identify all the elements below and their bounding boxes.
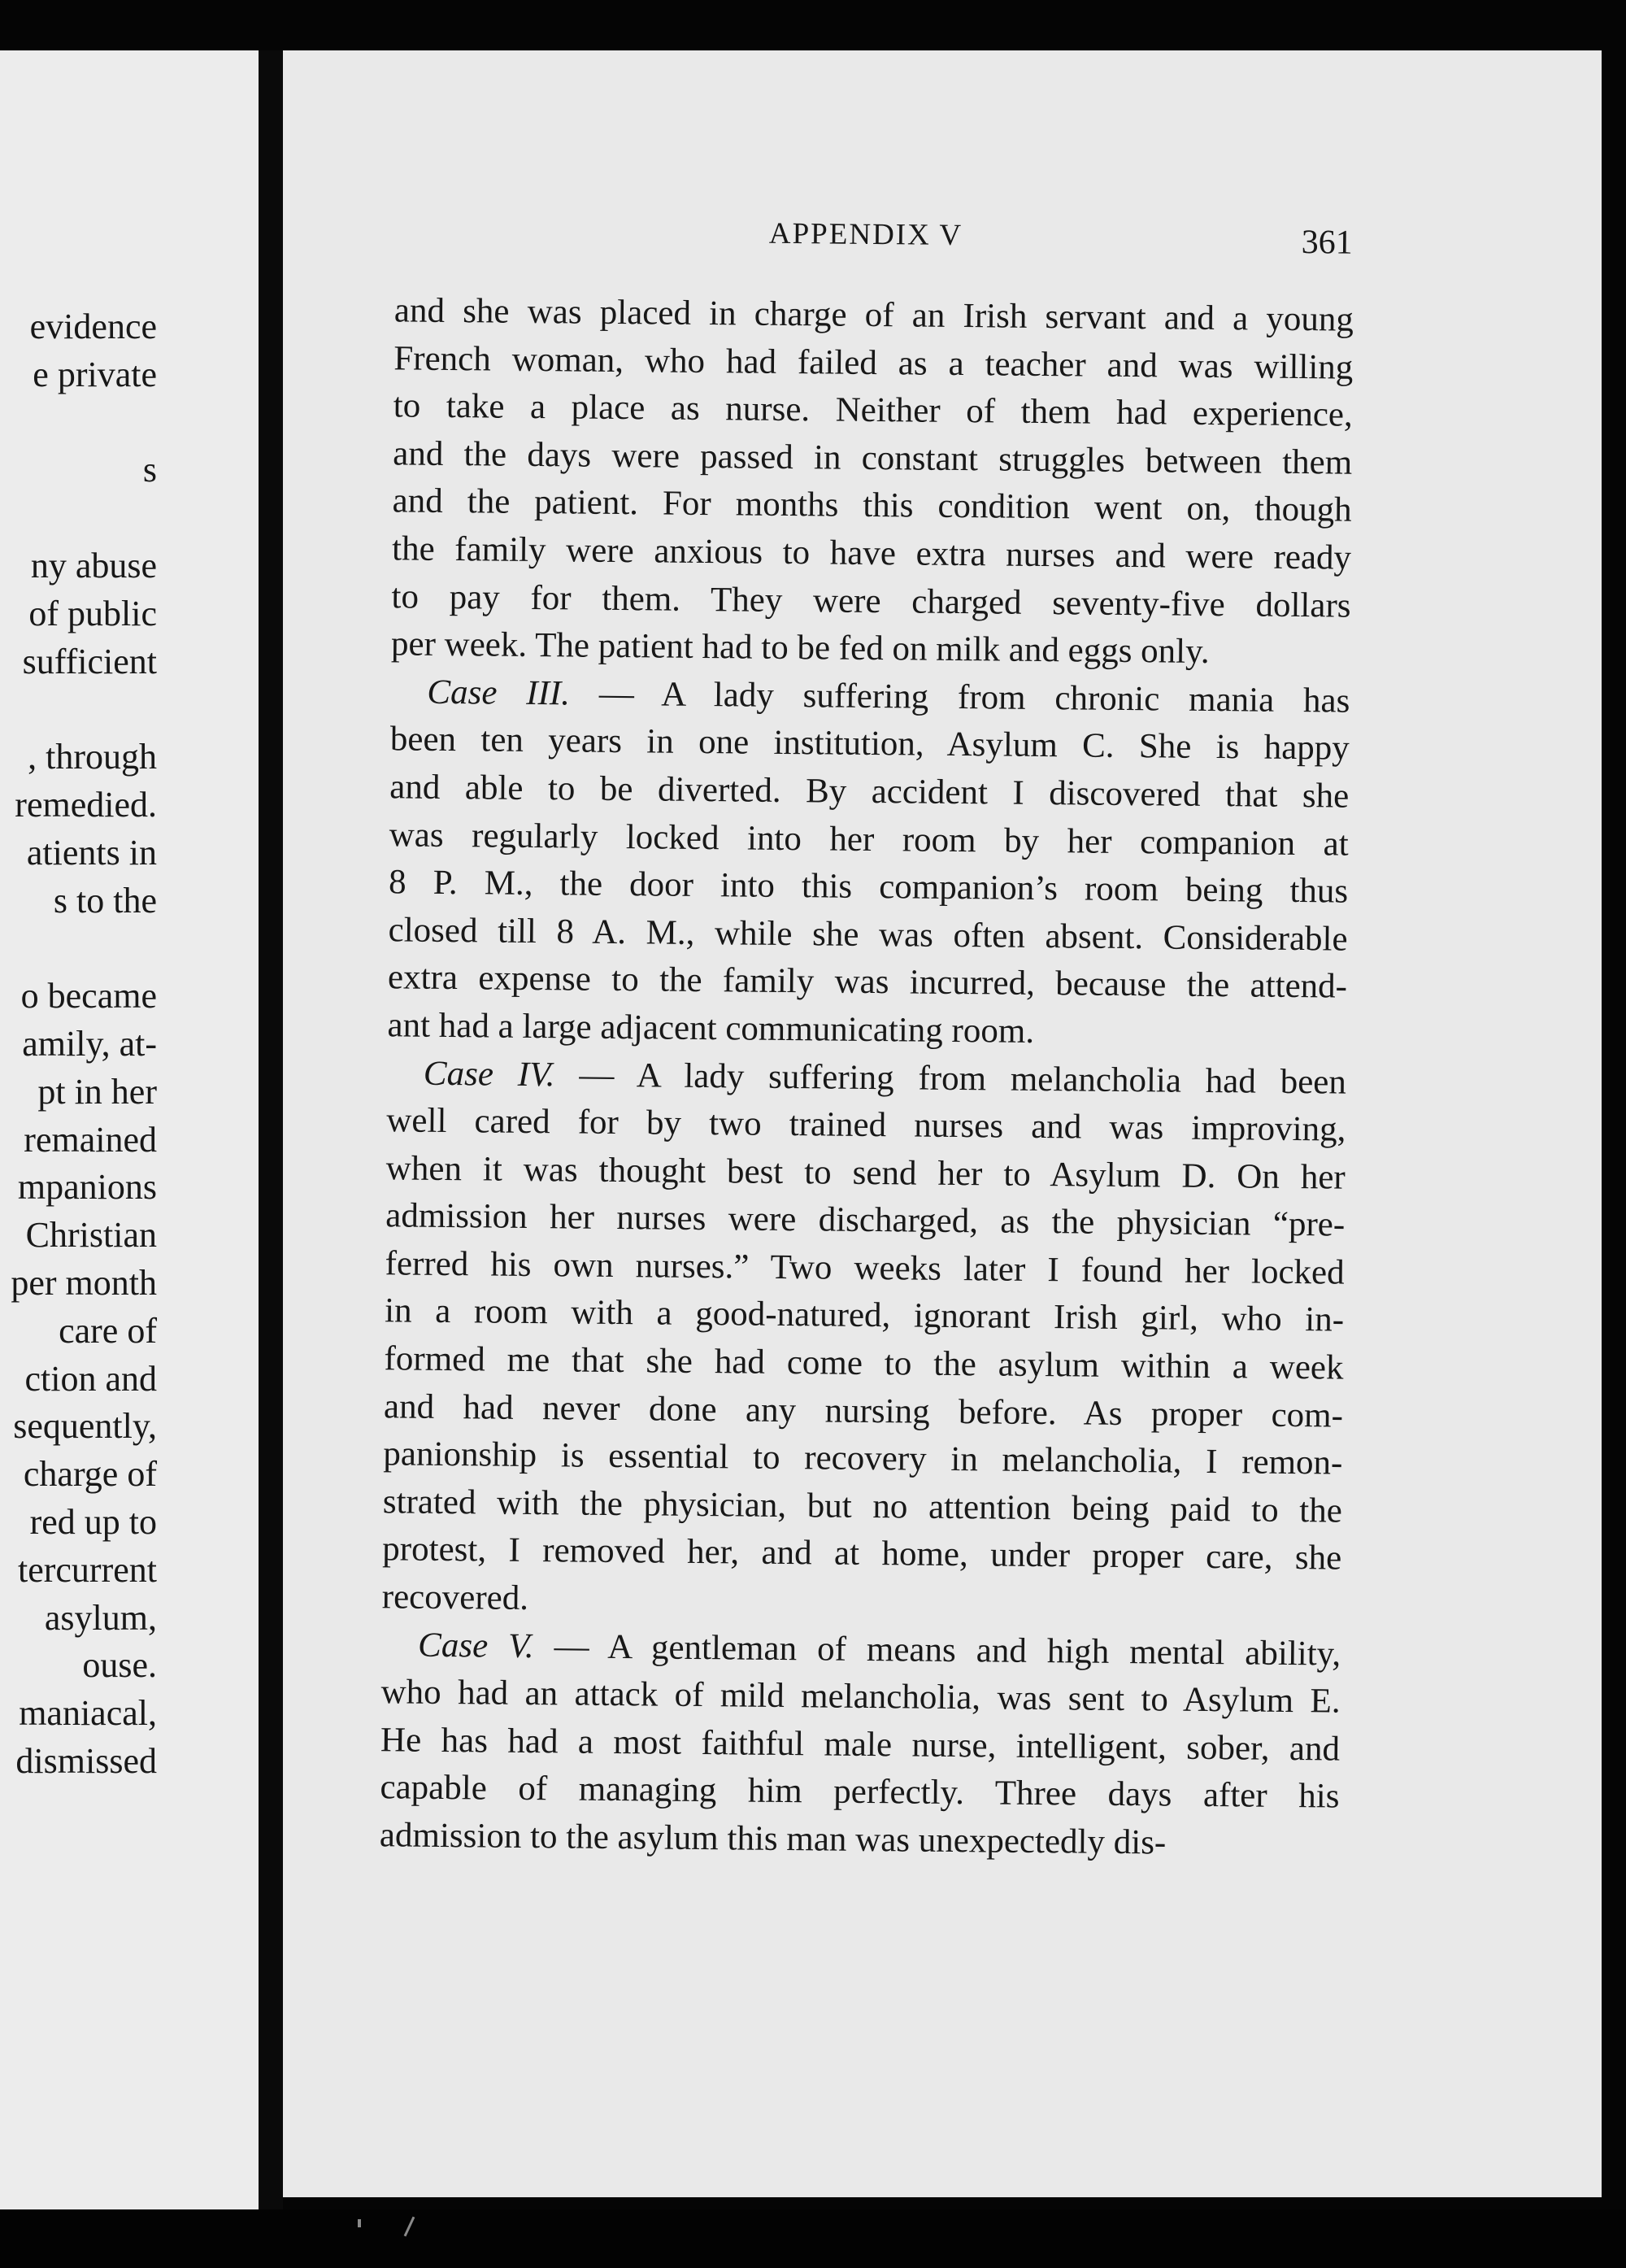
line-text: been ten years in one institution, Asylum C. She is happy	[389, 720, 1350, 768]
line-text: and able to be diverted. By accident I discovered that she	[389, 768, 1350, 816]
book-gutter	[259, 50, 283, 2209]
line-text: — A gentleman of means and high mental ability,	[533, 1626, 1341, 1674]
line-text: to pay for them. They were charged seventy-five dollars	[391, 577, 1351, 625]
left-page-line: ouse.	[82, 1645, 157, 1686]
page-number: 361	[1301, 224, 1354, 262]
line-text: and the days were passed in constant struggles between them	[393, 434, 1353, 482]
left-page-line: pt in her	[37, 1071, 157, 1112]
line-text: closed till 8 A. M., while she was often absent. Considerable	[388, 911, 1348, 959]
left-page	[0, 50, 259, 2209]
line-text: French woman, who had failed as a teacher and was willing	[393, 338, 1354, 387]
line-text: and the patient. For months this condition went on, though	[392, 481, 1352, 530]
left-page-line: sufficient	[22, 641, 157, 681]
left-page-line: o became	[20, 976, 157, 1016]
left-page-line: ction and	[24, 1358, 157, 1399]
left-page-line: s to the	[53, 880, 157, 921]
running-head: APPENDIX V	[768, 216, 963, 253]
text-line	[393, 383, 1354, 440]
line-text: to take a place as nurse. Neither of them had experience,	[393, 386, 1353, 434]
text-line	[389, 764, 1350, 821]
line-text: — A lady suffering from chronic mania has	[569, 674, 1350, 720]
left-page-line: asylum,	[44, 1597, 157, 1638]
scan-bottom-edge	[0, 2209, 1626, 2268]
line-text: admission her nurses were discharged, as the physician “pre-	[385, 1196, 1346, 1244]
line-text: admission to the asylum this man was unexpectedly dis-	[379, 1816, 1167, 1862]
line-text: strated with the physician, but no attention being paid to the	[382, 1482, 1343, 1530]
left-page-line: charge of	[23, 1454, 157, 1495]
left-page-line: red up to	[29, 1502, 157, 1542]
text-line	[389, 859, 1349, 916]
line-text: in a room with a good-natured, ignorant Irish girl, who in-	[384, 1291, 1345, 1340]
line-text: who had an attack of mild melancholia, was sent to Asylum E.	[380, 1673, 1341, 1721]
left-page-line: evidence	[29, 307, 157, 346]
case-heading: Case V.	[417, 1626, 534, 1665]
line-text: when it was thought best to send her to Asylum D. On her	[385, 1148, 1346, 1197]
line-text: — A lady suffering from melancholia had been	[554, 1055, 1347, 1102]
text-line	[383, 1431, 1343, 1488]
left-page-line: remained	[24, 1119, 157, 1160]
text-line	[380, 1669, 1341, 1726]
left-page-line: , through	[28, 737, 157, 777]
left-page-line: atients in	[26, 832, 157, 873]
line-text: and had never done any nursing before. As proper com-	[383, 1386, 1344, 1435]
left-page-line: sequently,	[13, 1406, 157, 1447]
line-text: and she was placed in charge of an Irish servant and a young	[393, 291, 1354, 339]
text-line	[392, 525, 1352, 582]
line-text: well cared for by two trained nurses and was improving,	[386, 1101, 1346, 1149]
text-line	[380, 1812, 1340, 1869]
line-text: He has had a most faithful male nurse, intelligent, sober, and	[380, 1721, 1341, 1769]
line-text: 8 P. M., the door into this companion’s room being thus	[388, 863, 1349, 911]
line-text: was regularly locked into her room by her companion at	[389, 815, 1349, 864]
line-text: formed me that she had come to the asylum within a week	[384, 1339, 1344, 1387]
left-page-line: amily, at-	[22, 1024, 157, 1064]
text-line	[381, 1574, 1341, 1630]
line-text: capable of managing him perfectly. Three days after his	[380, 1768, 1340, 1816]
case-heading: Case IV.	[423, 1054, 555, 1094]
line-text: ant had a large adjacent communicating room.	[387, 1006, 1035, 1051]
line-text: the family were anxious to have extra nurses and were ready	[391, 529, 1352, 577]
line-text: recovered.	[381, 1578, 529, 1618]
line-text: extra expense to the family was incurred, because the attend-	[387, 958, 1348, 1006]
left-page-line: mpanions	[17, 1167, 157, 1208]
line-text: protest, I removed her, and at home, under proper care, she	[382, 1530, 1342, 1578]
left-page-line: e private	[33, 354, 157, 394]
left-page-line: s	[142, 450, 157, 490]
case-heading: Case III.	[427, 673, 571, 713]
left-page-line: dismissed	[15, 1741, 157, 1781]
left-page-line: Christian	[25, 1215, 157, 1256]
left-page-line: per month	[11, 1263, 157, 1303]
text-line	[386, 1097, 1346, 1154]
left-page-line: ny abuse	[30, 546, 157, 586]
text-line	[384, 1335, 1344, 1392]
text-line	[387, 1002, 1347, 1059]
left-page-line: of public	[28, 593, 157, 633]
left-page-line: care of	[59, 1310, 157, 1351]
line-text: per week. The patient had to be fed on milk and eggs only.	[390, 625, 1210, 672]
left-page-line: tercurrent	[18, 1549, 157, 1590]
text-line	[391, 620, 1351, 677]
right-page	[283, 50, 1602, 2197]
line-text: panionship is essential to recovery in melancholia, I remon-	[383, 1434, 1343, 1482]
body-text	[380, 287, 1354, 1869]
left-page-line: maniacal,	[19, 1693, 157, 1734]
line-text: ferred his own nurses.” Two weeks later I found her locked	[385, 1244, 1345, 1292]
left-page-line: remedied.	[15, 785, 157, 825]
text-line	[394, 287, 1354, 344]
